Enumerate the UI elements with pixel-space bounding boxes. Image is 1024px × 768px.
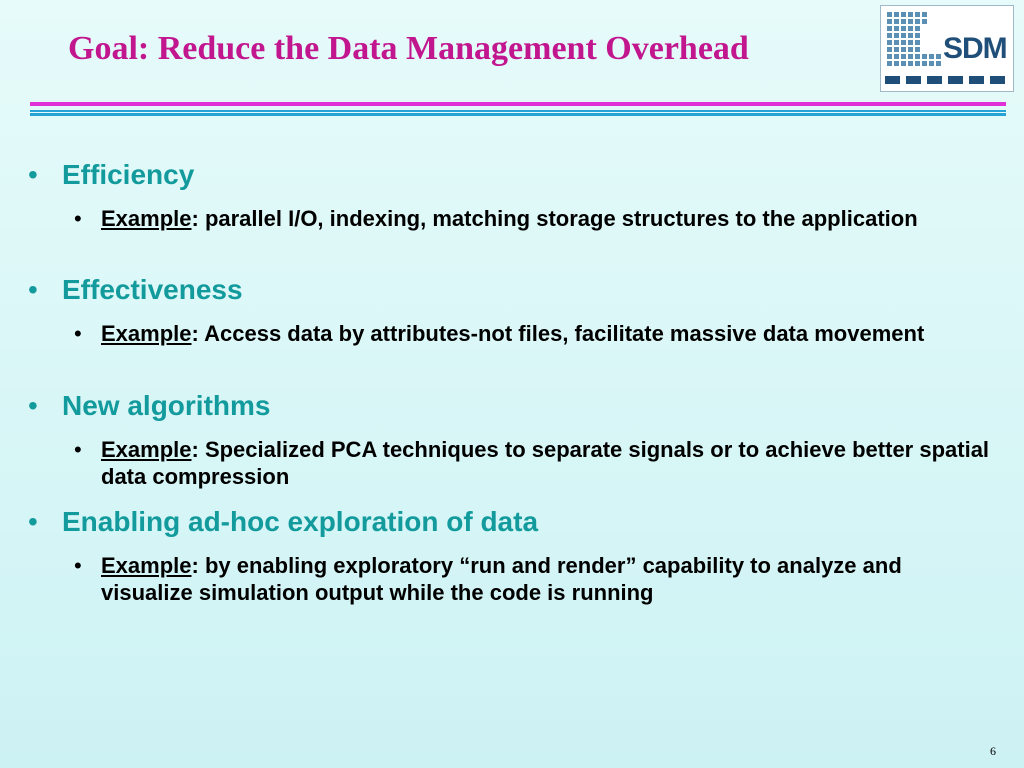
logo-bar-icon	[885, 74, 1009, 86]
example-label: Example	[101, 206, 192, 231]
logo-grid-icon	[887, 12, 945, 70]
bullet-heading	[28, 505, 538, 539]
logo-grid-square	[936, 61, 941, 66]
bullet-example	[74, 436, 994, 490]
logo-bar-segment	[927, 76, 942, 84]
logo-grid-square	[887, 61, 892, 66]
logo-grid-square	[915, 12, 920, 17]
logo-grid-square	[887, 19, 892, 24]
page-number: 6	[990, 744, 996, 758]
example-text: : by enabling exploratory “run and render” capability to analyze and visualize simulation output while the code is running	[101, 553, 902, 605]
logo-grid-square	[915, 54, 920, 59]
logo-grid-square	[908, 47, 913, 52]
logo-grid-square	[887, 33, 892, 38]
logo-grid-square	[901, 12, 906, 17]
sub-bullet-dot: •	[74, 437, 82, 462]
bullet-heading-text: Enabling ad-hoc exploration of data	[62, 506, 539, 537]
sub-bullet-dot: •	[74, 321, 82, 346]
logo-grid-square	[922, 19, 927, 24]
logo-grid-square	[887, 12, 892, 17]
bullet-dot: •	[28, 390, 38, 421]
logo-grid-square	[894, 61, 899, 66]
logo-grid-square	[894, 54, 899, 59]
logo-grid-square	[901, 40, 906, 45]
example-text: : Specialized PCA techniques to separate signals or to achieve better spatial data compression	[101, 437, 990, 489]
logo-grid-square	[901, 26, 906, 31]
logo-grid-square	[901, 61, 906, 66]
logo-grid-square	[887, 40, 892, 45]
logo-grid-square	[908, 61, 913, 66]
logo-grid-square	[915, 33, 920, 38]
logo-grid-square	[908, 54, 913, 59]
logo-grid-square	[929, 54, 934, 59]
example-label: Example	[101, 321, 192, 346]
bullet-heading	[28, 158, 194, 192]
logo-grid-square	[901, 54, 906, 59]
title-divider-blue	[30, 110, 1006, 116]
logo-grid-square	[922, 12, 927, 17]
bullet-dot: •	[28, 274, 38, 305]
logo-grid-square	[894, 47, 899, 52]
sub-bullet-dot: •	[74, 206, 82, 231]
logo-bar-segment	[948, 76, 963, 84]
bullet-example	[74, 552, 994, 606]
logo-grid-square	[901, 19, 906, 24]
logo-bar-segment	[885, 76, 900, 84]
example-label: Example	[101, 553, 192, 578]
logo-grid-square	[908, 40, 913, 45]
logo-grid-square	[922, 61, 927, 66]
logo-grid-square	[908, 12, 913, 17]
bullet-example	[74, 320, 994, 347]
example-text: : Access data by attributes-not files, facilitate massive data movement	[191, 321, 925, 346]
bullet-example	[74, 205, 994, 232]
bullet-heading-text: New algorithms	[62, 390, 271, 421]
logo-grid-square	[887, 54, 892, 59]
example-text: : parallel I/O, indexing, matching storage structures to the application	[191, 206, 918, 231]
logo-bar-segment	[906, 76, 921, 84]
logo-bar-segment	[990, 76, 1005, 84]
logo-grid-square	[908, 26, 913, 31]
bullet-heading	[28, 389, 270, 423]
logo-grid-square	[901, 33, 906, 38]
sdm-logo	[880, 5, 1014, 92]
logo-grid-square	[887, 26, 892, 31]
logo-grid-square	[915, 61, 920, 66]
logo-grid-square	[922, 54, 927, 59]
logo-grid-square	[908, 33, 913, 38]
logo-grid-square	[894, 33, 899, 38]
title-divider-magenta	[30, 102, 1006, 106]
bullet-dot: •	[28, 506, 38, 537]
logo-grid-square	[915, 40, 920, 45]
logo-grid-square	[915, 47, 920, 52]
example-label: Example	[101, 437, 192, 462]
logo-grid-square	[894, 40, 899, 45]
sub-bullet-dot: •	[74, 553, 82, 578]
logo-grid-square	[908, 19, 913, 24]
bullet-dot: •	[28, 159, 38, 190]
logo-grid-square	[929, 61, 934, 66]
logo-grid-square	[894, 12, 899, 17]
slide-title: Goal: Reduce the Data Management Overhead	[68, 30, 749, 67]
logo-grid-square	[915, 19, 920, 24]
bullet-heading	[28, 273, 243, 307]
logo-grid-square	[901, 47, 906, 52]
logo-grid-square	[894, 19, 899, 24]
logo-bar-segment	[969, 76, 984, 84]
logo-text: SDM	[943, 32, 1007, 65]
bullet-heading-text: Effectiveness	[62, 274, 243, 305]
logo-grid-square	[915, 26, 920, 31]
logo-grid-square	[894, 26, 899, 31]
bullet-heading-text: Efficiency	[62, 159, 195, 190]
logo-grid-square	[936, 54, 941, 59]
logo-grid-square	[887, 47, 892, 52]
